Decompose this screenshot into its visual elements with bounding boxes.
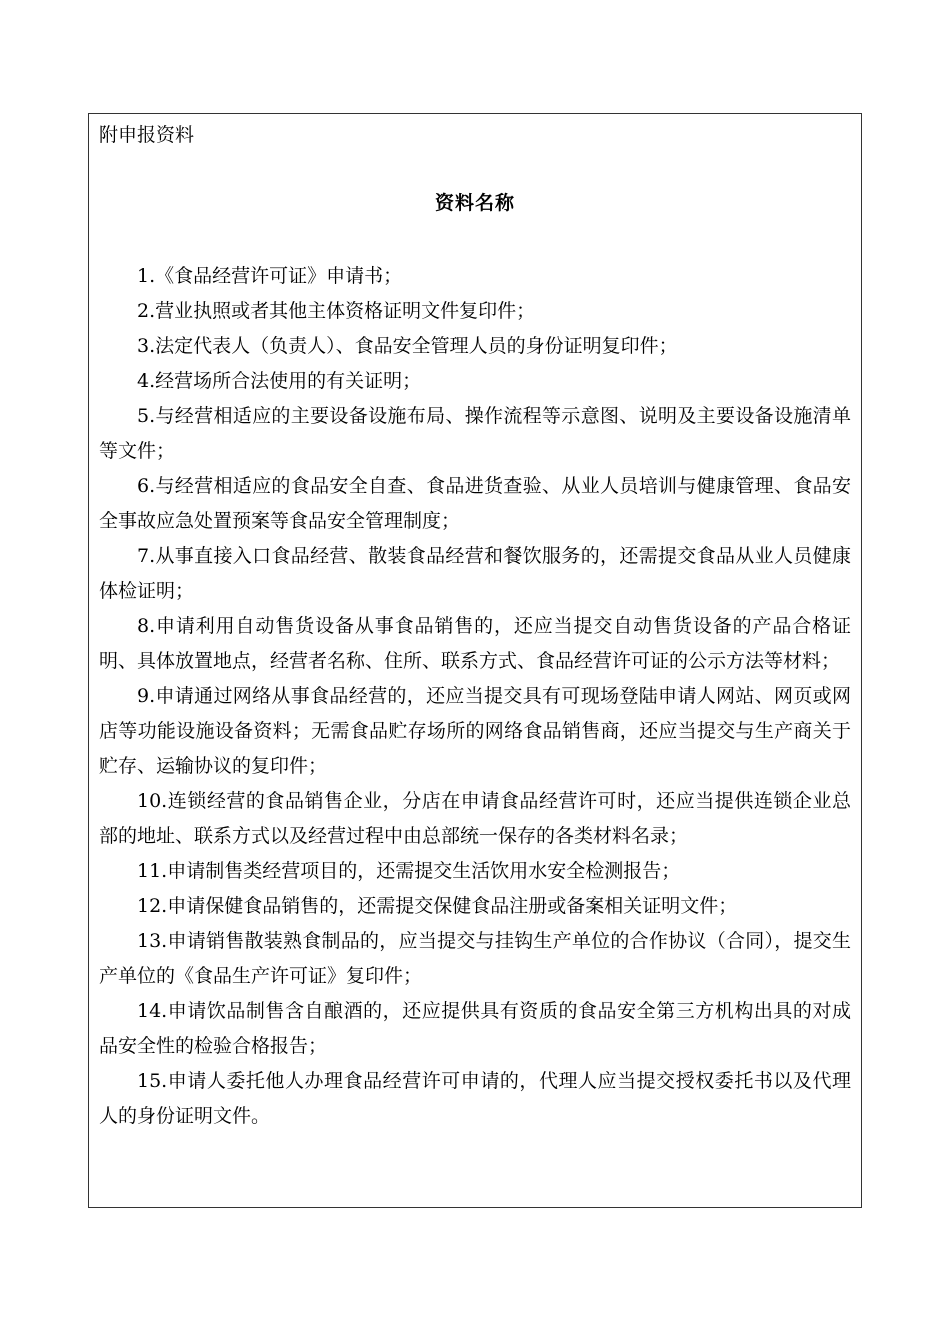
list-item: 11.申请制售类经营项目的，还需提交生活饮用水安全检测报告； xyxy=(137,860,681,882)
section-title: 资料名称 xyxy=(434,192,515,214)
list-item: 7.从事直接入口食品经营、散装食品经营和餐饮服务的，还需提交食品从业人员健康体检证明； xyxy=(99,545,851,602)
list-item: 8.申请利用自动售货设备从事食品销售的，还应当提交自动售货设备的产品合格证明、具体放置地点，经营者名称、住所、联系方式、食品经营许可证的公示方法等材料； xyxy=(99,615,851,672)
list-item: 13.申请销售散装熟食制品的，应当提交与挂钩生产单位的合作协议（合同），提交生产单位的《食品生产许可证》复印件； xyxy=(99,930,851,987)
list-item: 10.连锁经营的食品销售企业，分店在申请食品经营许可时，还应当提供连锁企业总部的地址、联系方式以及经营过程中由总部统一保存的各类材料名录； xyxy=(99,790,851,847)
materials-list xyxy=(99,259,851,1134)
list-item: 5.与经营相适应的主要设备设施布局、操作流程等示意图、说明及主要设备设施清单等文件； xyxy=(99,405,851,462)
list-item: 14.申请饮品制售含自酿酒的，还应提供具有资质的食品安全第三方机构出具的对成品安全性的检验合格报告； xyxy=(99,1000,851,1057)
list-item: 6.与经营相适应的食品安全自查、食品进货查验、从业人员培训与健康管理、食品安全事故应急处置预案等食品安全管理制度； xyxy=(99,475,851,532)
list-item: 3.法定代表人（负责人）、食品安全管理人员的身份证明复印件； xyxy=(137,335,678,357)
table-header-label: 附申报资料 xyxy=(99,124,195,146)
list-item: 1.《食品经营许可证》申请书； xyxy=(137,265,403,287)
list-item: 2.营业执照或者其他主体资格证明文件复印件； xyxy=(137,300,536,322)
list-item: 15.申请人委托他人办理食品经营许可申请的，代理人应当提交授权委托书以及代理人的身份证明文件。 xyxy=(99,1070,851,1127)
list-item: 4.经营场所合法使用的有关证明； xyxy=(137,370,422,392)
list-item: 12.申请保健食品销售的，还需提交保健食品注册或备案相关证明文件； xyxy=(137,895,738,917)
attachment-table xyxy=(88,113,862,1208)
list-item: 9.申请通过网络从事食品经营的，还应当提交具有可现场登陆申请人网站、网页或网店等功能设施设备资料；无需食品贮存场所的网络食品销售商，还应当提交与生产商关于贮存、运输协议的复印件； xyxy=(99,685,851,777)
